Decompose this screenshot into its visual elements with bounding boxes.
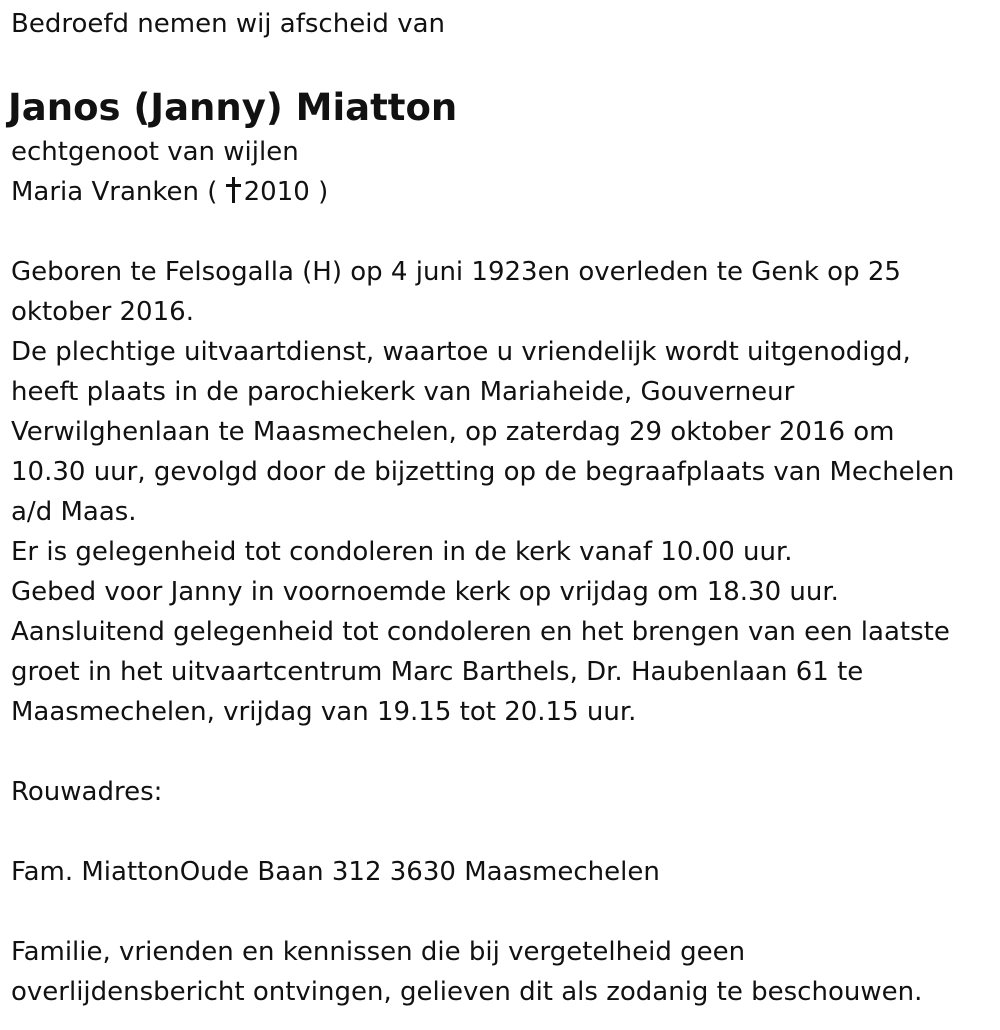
spouse-relation: echtgenoot van wijlen — [11, 137, 299, 167]
body-line: De plechtige uitvaartdienst, waartoe u vriendelijk wordt uitgenodigd, — [11, 337, 911, 367]
latin-cross-icon — [226, 177, 240, 203]
closing-line: overlijdensbericht ontvingen, gelieven dit als zodanig te beschouwen. — [11, 977, 923, 1007]
body-line: Geboren te Felsogalla (H) op 4 juni 1923en overleden te Genk op 25 — [11, 257, 901, 287]
address-label: Rouwadres: — [11, 777, 163, 807]
body-line: groet in het uitvaartcentrum Marc Barthels, Dr. Haubenlaan 61 te — [11, 657, 864, 687]
spacer — [11, 212, 986, 252]
body-line: a/d Maas. — [11, 497, 137, 527]
mourning-address: Fam. MiattonOude Baan 312 3630 Maasmechelen — [11, 857, 660, 887]
spouse-name: Maria Vranken ( — [11, 177, 218, 207]
spouse-death-year: 2010 ) — [243, 177, 329, 207]
body-line: heeft plaats in de parochiekerk van Mariaheide, Gouverneur — [11, 377, 795, 407]
body-line: Gebed voor Janny in voornoemde kerk op vrijdag om 18.30 uur. — [11, 577, 839, 607]
death-notice — [8, 4, 986, 1012]
spacer — [11, 812, 986, 852]
intro-text: Bedroefd nemen wij afscheid van — [11, 9, 445, 39]
spacer — [11, 44, 986, 84]
spacer — [11, 892, 986, 932]
body-line: Er is gelegenheid tot condoleren in de kerk vanaf 10.00 uur. — [11, 537, 793, 567]
spacer — [11, 732, 986, 772]
spouse-line — [11, 172, 986, 212]
body-line: oktober 2016. — [11, 297, 194, 327]
body-line: Aansluitend gelegenheid tot condoleren en het brengen van een laatste — [11, 617, 950, 647]
closing-line: Familie, vrienden en kennissen die bij vergetelheid geen — [11, 937, 746, 967]
body-line: 10.30 uur, gevolgd door de bijzetting op de begraafplaats van Mechelen — [11, 457, 955, 487]
body-line: Verwilghenlaan te Maasmechelen, op zaterdag 29 oktober 2016 om — [11, 417, 895, 447]
body-line: Maasmechelen, vrijdag van 19.15 tot 20.15 uur. — [11, 697, 637, 727]
deceased-name: Janos (Janny) Miatton — [8, 86, 458, 129]
